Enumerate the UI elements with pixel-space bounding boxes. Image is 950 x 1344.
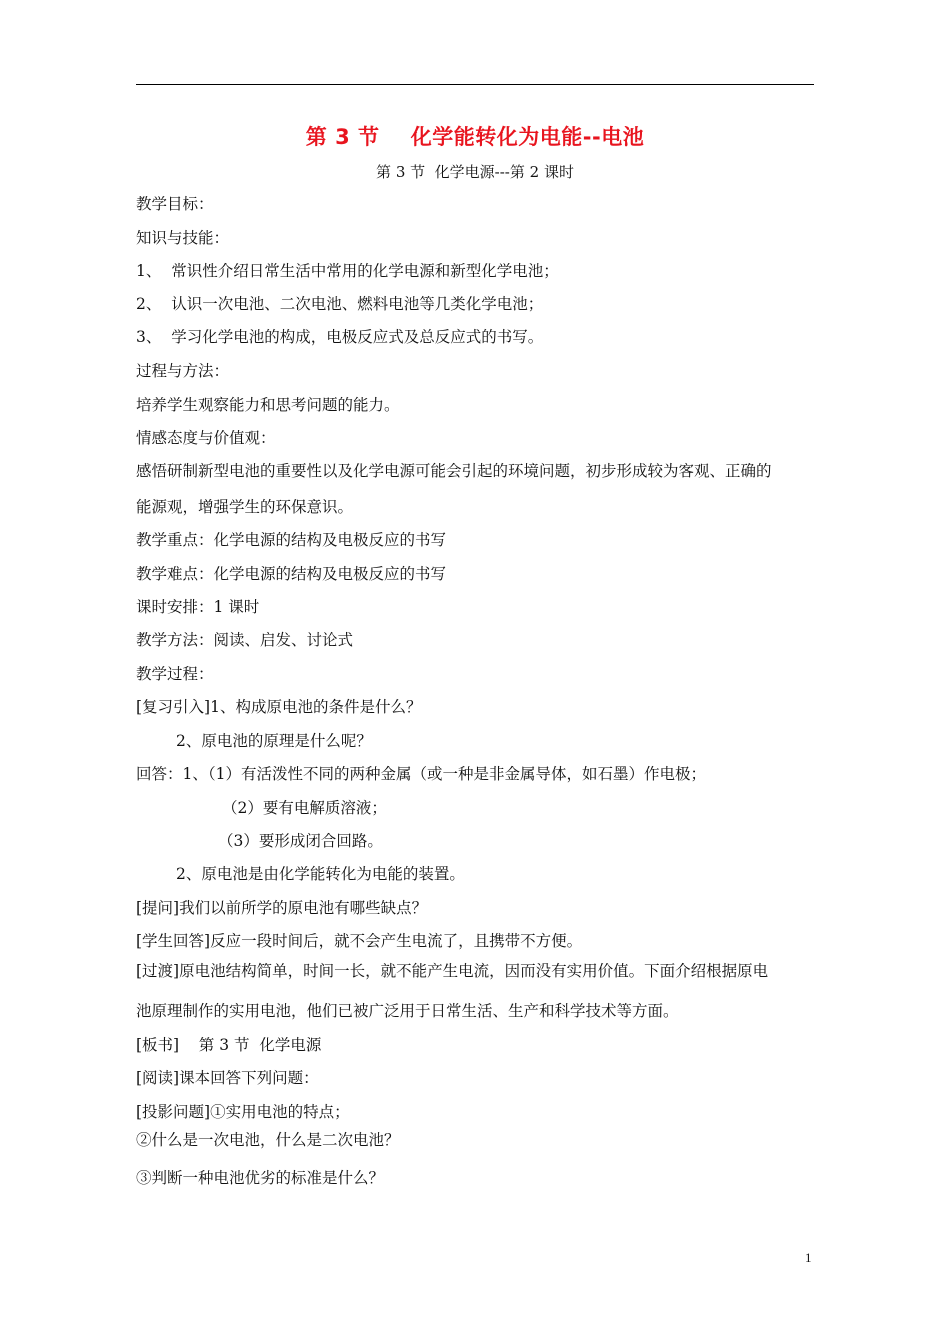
text-line: 情感态度与价值观： [136,429,276,447]
text-line: 1、 常识性介绍日常生活中常用的化学电源和新型化学电池； [136,262,559,280]
text-line: [阅读]课本回答下列问题： [136,1069,319,1087]
text-line: [复习引入]1、构成原电池的条件是什么？ [136,698,422,716]
text-line: [投影问题]①实用电池的特点； [136,1103,350,1121]
text-line: 教学难点：化学电源的结构及电极反应的书写 [136,565,447,583]
text-line: 教学目标： [136,195,214,213]
text-line: [过渡]原电池结构简单，时间一长，就不能产生电流，因而没有实用价值。下面介绍根据原电 [136,962,769,980]
text-line: （2）要有电解质溶液； [222,799,387,817]
text-line: 2、 认识一次电池、二次电池、燃料电池等几类化学电池； [136,295,544,313]
text-line: 培养学生观察能力和思考问题的能力。 [136,396,400,414]
header-rule [136,84,814,85]
text-line: 2、原电池的原理是什么呢？ [176,732,372,750]
text-line: 感悟研制新型电池的重要性以及化学电源可能会引起的环境问题，初步形成较为客观、正确的 [136,462,772,480]
page-number: 1 [805,1250,812,1265]
text-line: 2、原电池是由化学能转化为电能的装置。 [176,865,465,883]
text-line: 过程与方法： [136,362,230,380]
text-line: ②什么是一次电池，什么是二次电池？ [136,1131,400,1149]
text-line: 课时安排：1 课时 [136,598,260,616]
page-subtitle: 第 3 节 化学电源---第 2 课时 [376,163,574,181]
text-line: 教学过程： [136,665,214,683]
text-line: 回答：1、（1）有活泼性不同的两种金属（或一种是非金属导体，如石墨）作电极； [136,765,706,783]
text-line: [板书] 第 3 节 化学电源 [136,1036,322,1054]
page-title: 第 3 节 化学能转化为电能--电池 [305,125,645,149]
text-line: 知识与技能： [136,229,230,247]
text-line: [学生回答]反应一段时间后，就不会产生电流了，且携带不方便。 [136,932,583,950]
text-line: 教学方法：阅读、启发、讨论式 [136,631,354,649]
text-line: [提问]我们以前所学的原电池有哪些缺点？ [136,899,428,917]
text-line: （3）要形成闭合回路。 [218,832,383,850]
text-line: ③判断一种电池优劣的标准是什么？ [136,1169,385,1187]
text-line: 3、 学习化学电池的构成，电极反应式及总反应式的书写。 [136,328,544,346]
text-line: 池原理制作的实用电池，他们已被广泛用于日常生活、生产和科学技术等方面。 [136,1002,679,1020]
text-line: 教学重点：化学电源的结构及电极反应的书写 [136,531,447,549]
text-line: 能源观，增强学生的环保意识。 [136,498,354,516]
